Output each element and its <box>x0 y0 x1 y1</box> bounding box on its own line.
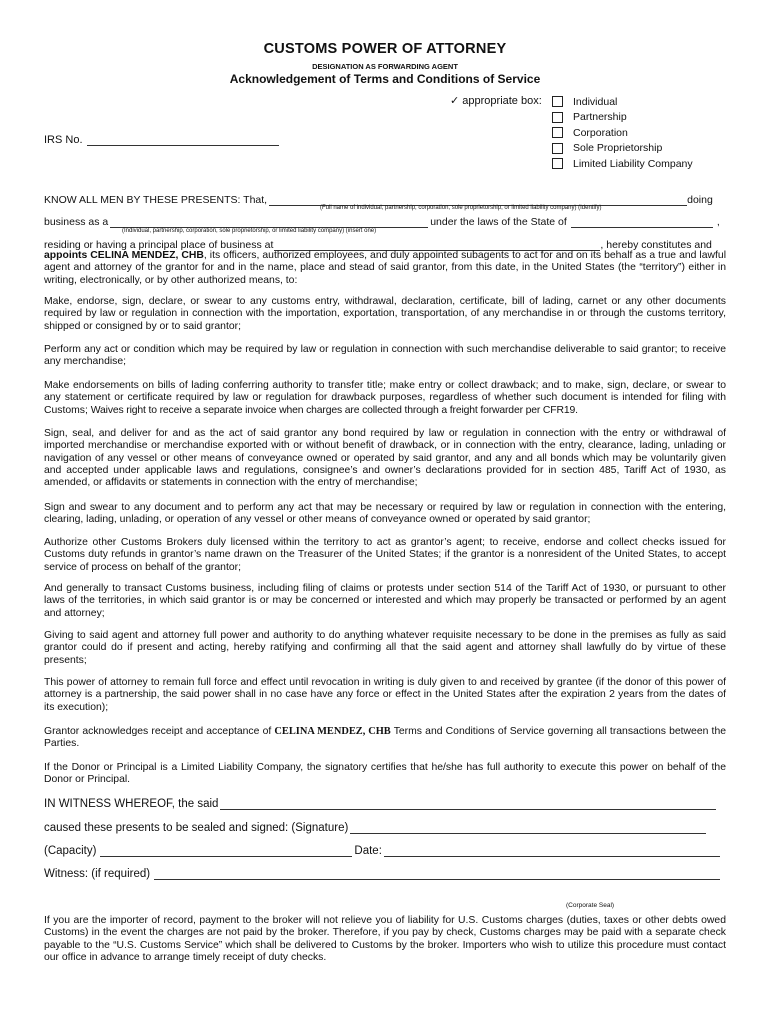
entity-option-individual[interactable] <box>552 94 693 110</box>
waives-text: Waives right to receive a separate invoice when charges are collected through a freight forwarder per CFR19. <box>90 404 578 416</box>
entity-type-checklist <box>552 94 693 172</box>
date-text: Date: <box>354 845 382 857</box>
option-label: Limited Liability Company <box>573 157 693 170</box>
grantor-signature-name-field[interactable] <box>220 797 716 810</box>
checkbox-partnership[interactable] <box>552 112 563 123</box>
entity-option-corporation[interactable] <box>552 125 693 141</box>
business-as-text: business as a <box>44 216 109 228</box>
witness-row <box>44 867 720 880</box>
date-field[interactable] <box>384 844 720 857</box>
option-label: Partnership <box>573 111 627 124</box>
witness-whereof-row <box>44 797 716 810</box>
appoints-paragraph <box>44 250 726 287</box>
residing-text: residing or having a principal place of business at <box>44 239 274 251</box>
appropriate-box-prompt: ✓ appropriate box: <box>450 95 542 107</box>
capacity-date-row <box>44 844 720 857</box>
state-field[interactable] <box>571 215 713 228</box>
irs-number-field[interactable] <box>87 133 279 146</box>
giving-paragraph: Giving to said agent and attorney full power and authority to do anything whatever requisite necessary to be done in the premises as fully as said grantor could do if present and acting, hereby ratifying and confirming all that the said agent and attorney shall lawfully do by virtue of these presents; <box>44 630 726 666</box>
option-label: Individual <box>573 95 618 108</box>
business-type-field[interactable] <box>110 215 428 228</box>
appoints-agent-name: appoints CELINA MENDEZ, CHB <box>44 250 204 261</box>
option-label: Corporation <box>573 126 628 139</box>
know-all-text: KNOW ALL MEN BY THESE PRESENTS: That, <box>44 194 268 206</box>
doing-text: doing <box>687 194 713 206</box>
perform-paragraph: Perform any act or condition which may be required by law or regulation in connection with such merchandise deliverable to said grantor; to receive any merchandise; <box>44 344 726 368</box>
signature-row <box>44 821 706 834</box>
seal-paragraph: Sign, seal, and deliver for and as the act of said grantor any bond required by law or regulation in connection with the entry or withdrawal of imported merchandise or merchandise exported with or without benefit of drawback, or in connection with the entry, clearance, lading, unlading or navigation of any vessel or other means of conveyance owned or operated by said grantor, and any and all bonds which may be voluntarily given and accepted under applicable laws and regulations, consignee’s and owner’s declarations provided for in section 485, Tariff Act of 1930, as amended, or affidavits or statements in connection with the entry of merchandise; <box>44 428 726 489</box>
ack-text: Grantor acknowledges receipt and acceptance of <box>44 726 275 737</box>
capacity-text: (Capacity) <box>44 845 97 857</box>
swear-paragraph: Sign and swear to any document and to perform any act that may be necessary or required by law or regulation in connection with the entering, clearing, lading, unlading, or operation of any vessel or other means of conveyance owned or operated by said grantor; <box>44 502 726 526</box>
business-type-hint: (Individual, partnership, corporation, sole proprietorship, or limited liability company) (insert one) <box>122 228 377 234</box>
comma-text: , <box>716 216 720 228</box>
llc-paragraph: If the Donor or Principal is a Limited Liability Company, the signatory certifies that he/she has full authority to execute this power on behalf of the Donor or Principal. <box>44 762 726 786</box>
force-paragraph: This power of attorney to remain full force and effect until revocation in writing is duly given to and received by grantee (if the donor of this power of attorney is a partnership, the said power shall in no case have any force or effect in the United States after the expiration 2 years from the dates of its execution); <box>44 677 726 713</box>
acknowledgement-paragraph <box>44 726 726 751</box>
checkbox-llc[interactable] <box>552 158 563 169</box>
appoints-text: , its officers, authorized employees, and duly appointed subagents to act for and on its behalf as a true and lawful agent and attorney of the grantor for and in the name, place and stead of said grantor, from this date, in the United States (the “territory”) either in writing, electronically, or by other authorized means, to: <box>44 250 727 286</box>
endorse-paragraph <box>44 380 726 417</box>
option-label: Sole Proprietorship <box>573 142 663 155</box>
checkbox-individual[interactable] <box>552 96 563 107</box>
witness-field[interactable] <box>154 867 720 880</box>
signature-field[interactable] <box>350 821 706 834</box>
entity-option-sole-proprietorship[interactable] <box>552 141 693 157</box>
ack-terms-text: Terms and Conditions of Service governing all transactions between the Parties. <box>44 726 727 750</box>
checkbox-corporation[interactable] <box>552 127 563 138</box>
checkbox-sole-proprietorship[interactable] <box>552 143 563 154</box>
irs-number-row <box>44 133 279 146</box>
constitutes-text: , hereby constitutes and <box>600 239 712 251</box>
witness-whereof-text: IN WITNESS WHEREOF, the said <box>44 798 219 810</box>
entity-option-partnership[interactable] <box>552 110 693 126</box>
importer-note-paragraph: If you are the importer of record, payment to the broker will not relieve you of liability for U.S. Customs charges (duties, taxes or other debts owed Customs) in the event the charges are not paid by the broker. Therefore, if you pay by check, Customs charges may be paid with a separate check payable to the “U.S. Customs Service” which shall be delivered to Customs by the broker. Importers who wish to utilize this procedure must contact our office in advance to arrange timely receipt of duty checks. <box>44 915 726 963</box>
grantor-name-hint: (Full name of individual, partnership, corporation, sole proprietorship, or limited liability company) (Identify) <box>320 205 602 211</box>
witness-text: Witness: (if required) <box>44 868 151 880</box>
brokers-paragraph: Authorize other Customs Brokers duly licensed within the territory to act as grantor’s agent; to receive, endorse and collect checks issued for Customs duty refunds in grantor’s name drawn on the Treasurer of the United States; if the grantor is a nonresident of the United States, to accept service of process on behalf of the grantor; <box>44 537 726 573</box>
designation-subtitle: DESIGNATION AS FORWARDING AGENT <box>312 62 458 71</box>
corporate-seal-label: (Corporate Seal) <box>566 902 615 909</box>
document-title: CUSTOMS POWER OF ATTORNEY <box>263 40 507 57</box>
capacity-field[interactable] <box>100 844 352 857</box>
business-as-row <box>44 215 720 228</box>
under-laws-text: under the laws of the State of <box>430 216 567 228</box>
general-paragraph: And generally to transact Customs business, including filing of claims or protests under section 514 of the Tariff Act of 1930, or pursuant to other laws of the territories, in which said grantor is or may be concerned or interested and which may properly be transacted or performed by an agent and attorney; <box>44 583 726 619</box>
caused-text: caused these presents to be sealed and signed: (Signature) <box>44 822 349 834</box>
make-paragraph: Make, endorse, sign, declare, or swear to any customs entry, withdrawal, declaration, certificate, bill of lading, carnet or any other documents required by law or regulation in connection with the importation, exportation, transportation, of any merchandise in or through the customs territory, shipped or consigned by or to said grantor; <box>44 296 726 332</box>
ack-agent-name: CELINA MENDEZ, CHB <box>274 726 391 737</box>
endorse-text: Make endorsements on bills of lading conferring authority to transfer title; make entry or collect drawback; and to make, sign, declare, or swear to any statement or certificate required by law or regulation for drawback purposes, regardless of whether such document is intended for filing with Customs; <box>44 380 726 416</box>
entity-option-llc[interactable] <box>552 156 693 172</box>
irs-label: IRS No. <box>44 134 83 146</box>
acknowledgement-subtitle: Acknowledgement of Terms and Conditions of Service <box>229 72 541 86</box>
